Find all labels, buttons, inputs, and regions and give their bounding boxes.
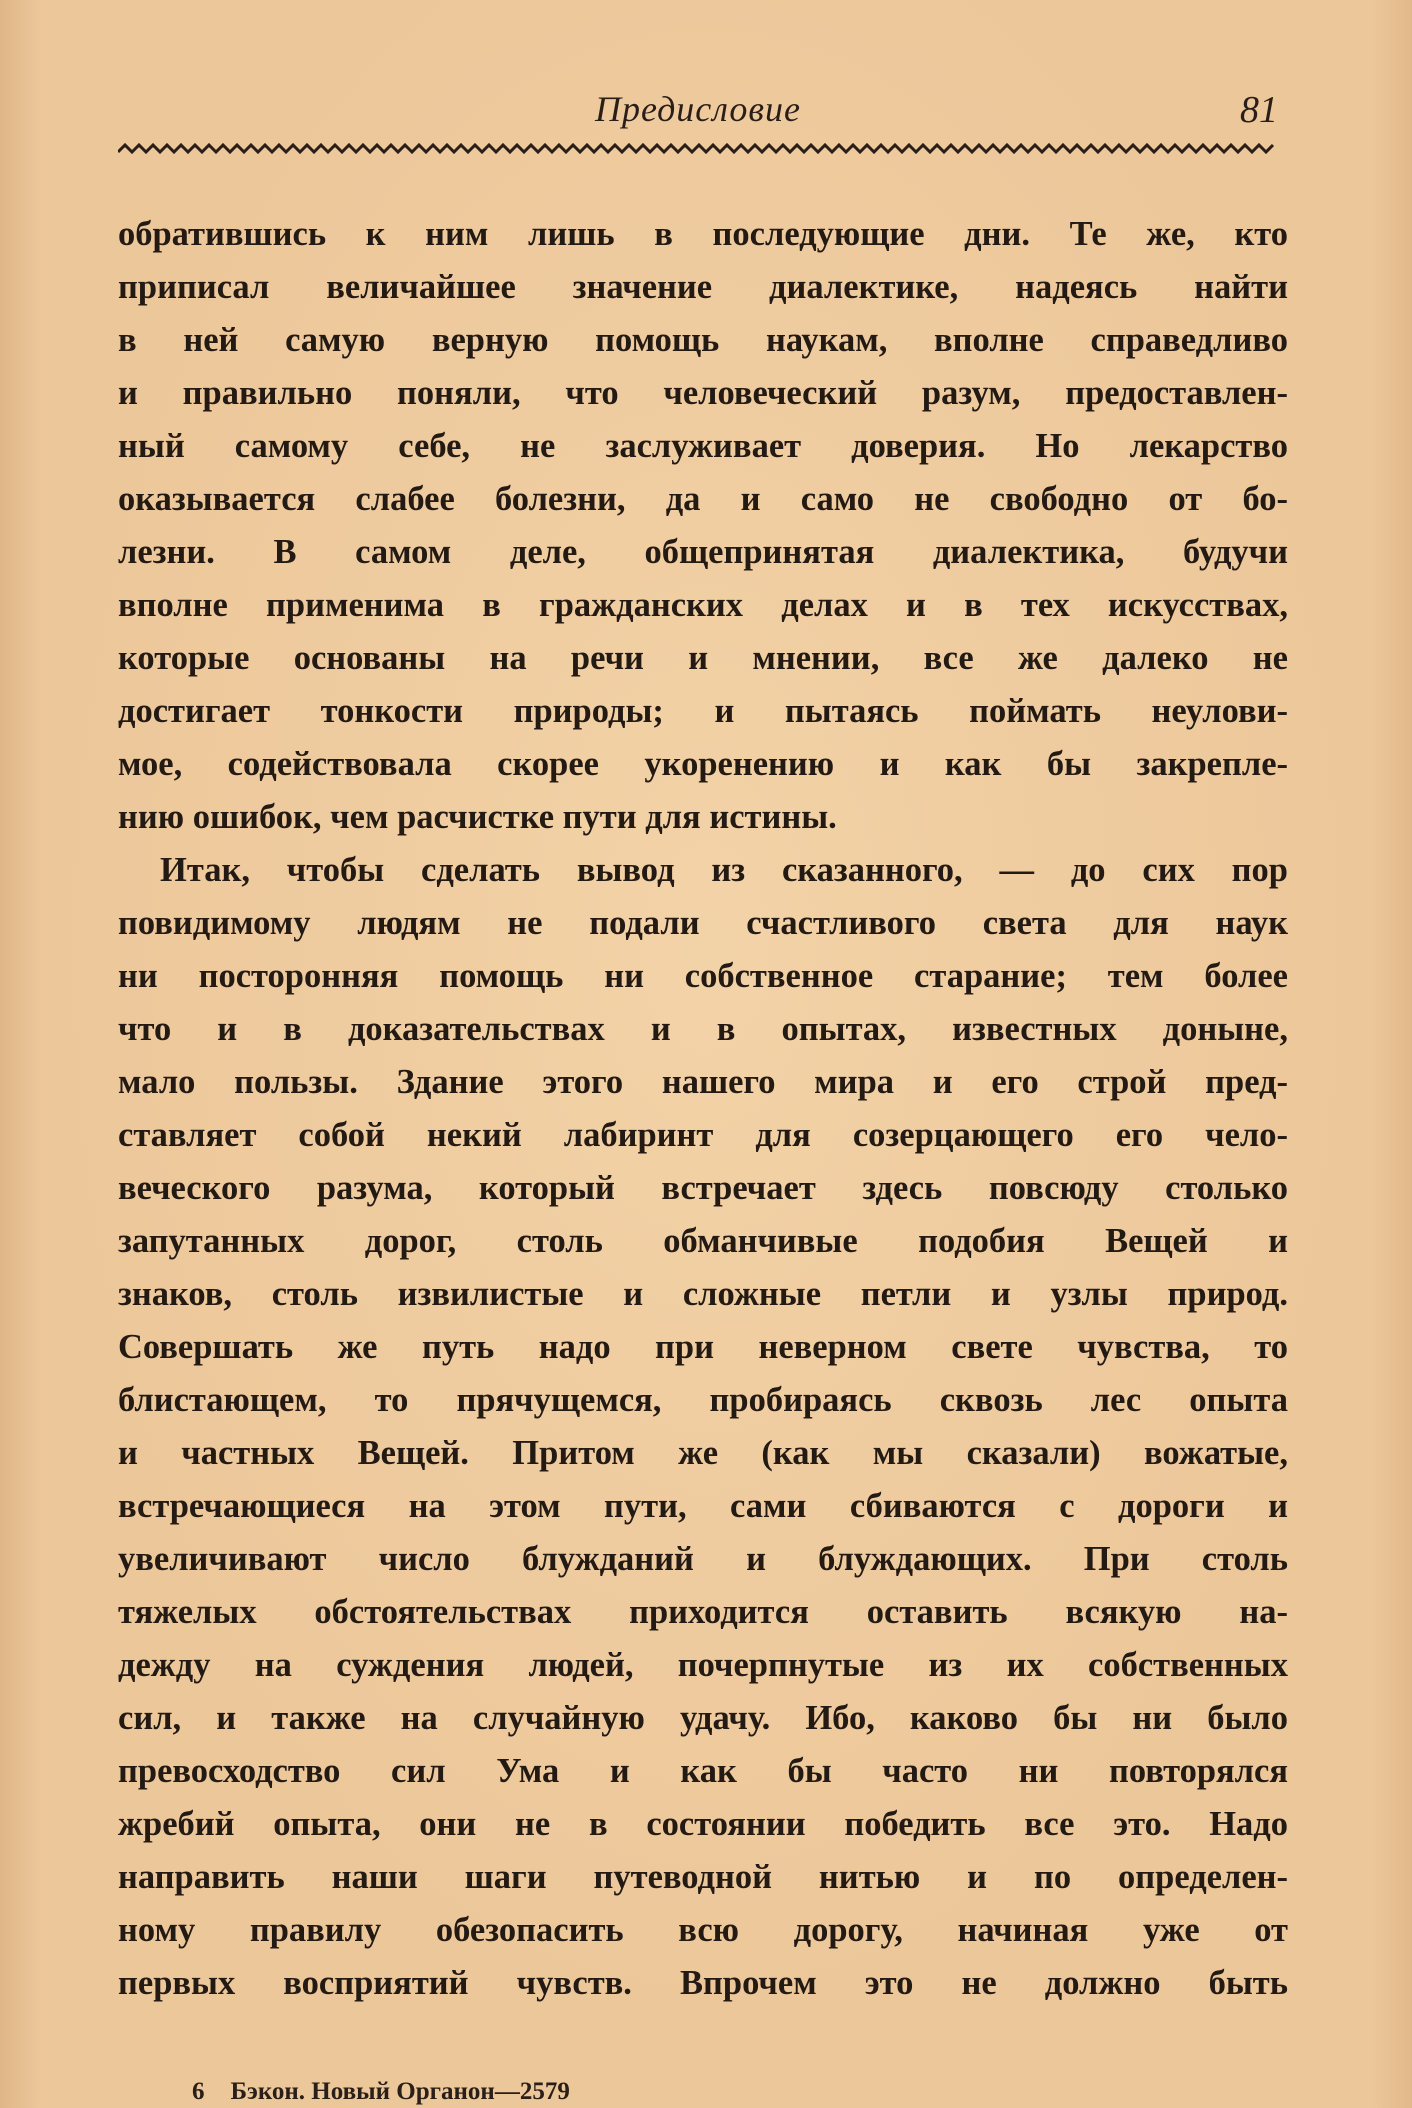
text-line: обратившись к ним лишь в последующие дни. Те же, кто	[118, 215, 1288, 253]
text-line: приписал величайшее значение диалектике, надеясь найти	[118, 268, 1288, 306]
text-line: превосходство сил Ума и как бы часто ни повторялся	[118, 1752, 1288, 1790]
text-line: и частных Вещей. Притом же (как мы сказали) вожатые,	[118, 1434, 1288, 1472]
ornamental-rule	[118, 140, 1278, 158]
text-line: блистающем, то прячущемся, пробираясь сквозь лес опыта	[118, 1381, 1288, 1419]
text-line: направить наши шаги путеводной нитью и по определен-	[118, 1858, 1288, 1896]
paragraph-2	[118, 844, 1288, 2010]
text-line: тяжелых обстоятельствах приходится оставить всякую на-	[118, 1593, 1288, 1631]
text-line: лезни. В самом деле, общепринятая диалектика, будучи	[118, 533, 1288, 571]
text-line: веческого разума, который встречает здесь повсюду столько	[118, 1169, 1288, 1207]
text-line: запутанных дорог, столь обманчивые подобия Вещей и	[118, 1222, 1288, 1260]
text-line: ни посторонняя помощь ни собственное старание; тем более	[118, 957, 1288, 995]
text-line: Итак, чтобы сделать вывод из сказанного, — до сих пор	[160, 851, 1288, 889]
text-line: увеличивают число блужданий и блуждающих. При столь	[118, 1540, 1288, 1578]
text-line: знаков, столь извилистые и сложные петли и узлы природ.	[118, 1275, 1288, 1313]
page-footer	[192, 2078, 570, 2106]
text-line: жребий опыта, они не в состоянии победить все это. Надо	[118, 1805, 1288, 1843]
text-line: достигает тонкости природы; и пытаясь поймать неулови-	[118, 692, 1288, 730]
text-line: и правильно поняли, что человеческий разум, предоставлен-	[118, 374, 1288, 412]
text-line: вполне применима в гражданских делах и в тех искусствах,	[118, 586, 1288, 624]
text-line: первых восприятий чувств. Впрочем это не должно быть	[118, 1964, 1288, 2002]
text-line: ставляет собой некий лабиринт для созерцающего его чело-	[118, 1116, 1288, 1154]
paragraph-1	[118, 208, 1288, 844]
text-line: мое, содействовала скорее укоренению и как бы закрепле-	[118, 745, 1288, 783]
text-line: Совершать же путь надо при неверном свете чувства, то	[118, 1328, 1288, 1366]
text-line: встречающиеся на этом пути, сами сбиваются с дороги и	[118, 1487, 1288, 1525]
text-line: в ней самую верную помощь наукам, вполне справедливо	[118, 321, 1288, 359]
page-number: 81	[1240, 89, 1278, 131]
text-line: что и в доказательствах и в опытах, известных доныне,	[118, 1010, 1288, 1048]
signature-mark: 6	[192, 2078, 205, 2105]
body-text	[118, 208, 1288, 2010]
text-line: ному правилу обезопасить всю дорогу, начиная уже от	[118, 1911, 1288, 1949]
running-header	[118, 88, 1278, 138]
text-line: дежду на суждения людей, почерпнутые из их собственных	[118, 1646, 1288, 1684]
text-line: мало пользы. Здание этого нашего мира и его строй пред-	[118, 1063, 1288, 1101]
footer-text: Бэкон. Новый Органон—2579	[230, 2078, 570, 2105]
text-line: сил, и также на случайную удачу. Ибо, каково бы ни было	[118, 1699, 1288, 1737]
text-line: ный самому себе, не заслуживает доверия. Но лекарство	[118, 427, 1288, 465]
running-header-title: Предисловие	[594, 89, 801, 129]
text-line: которые основаны на речи и мнении, все же далеко не	[118, 639, 1288, 677]
text-line: оказывается слабее болезни, да и само не свободно от бо-	[118, 480, 1288, 518]
text-line: нию ошибок, чем расчистке пути для истины.	[118, 798, 837, 836]
text-line: повидимому людям не подали счастливого света для наук	[118, 904, 1288, 942]
